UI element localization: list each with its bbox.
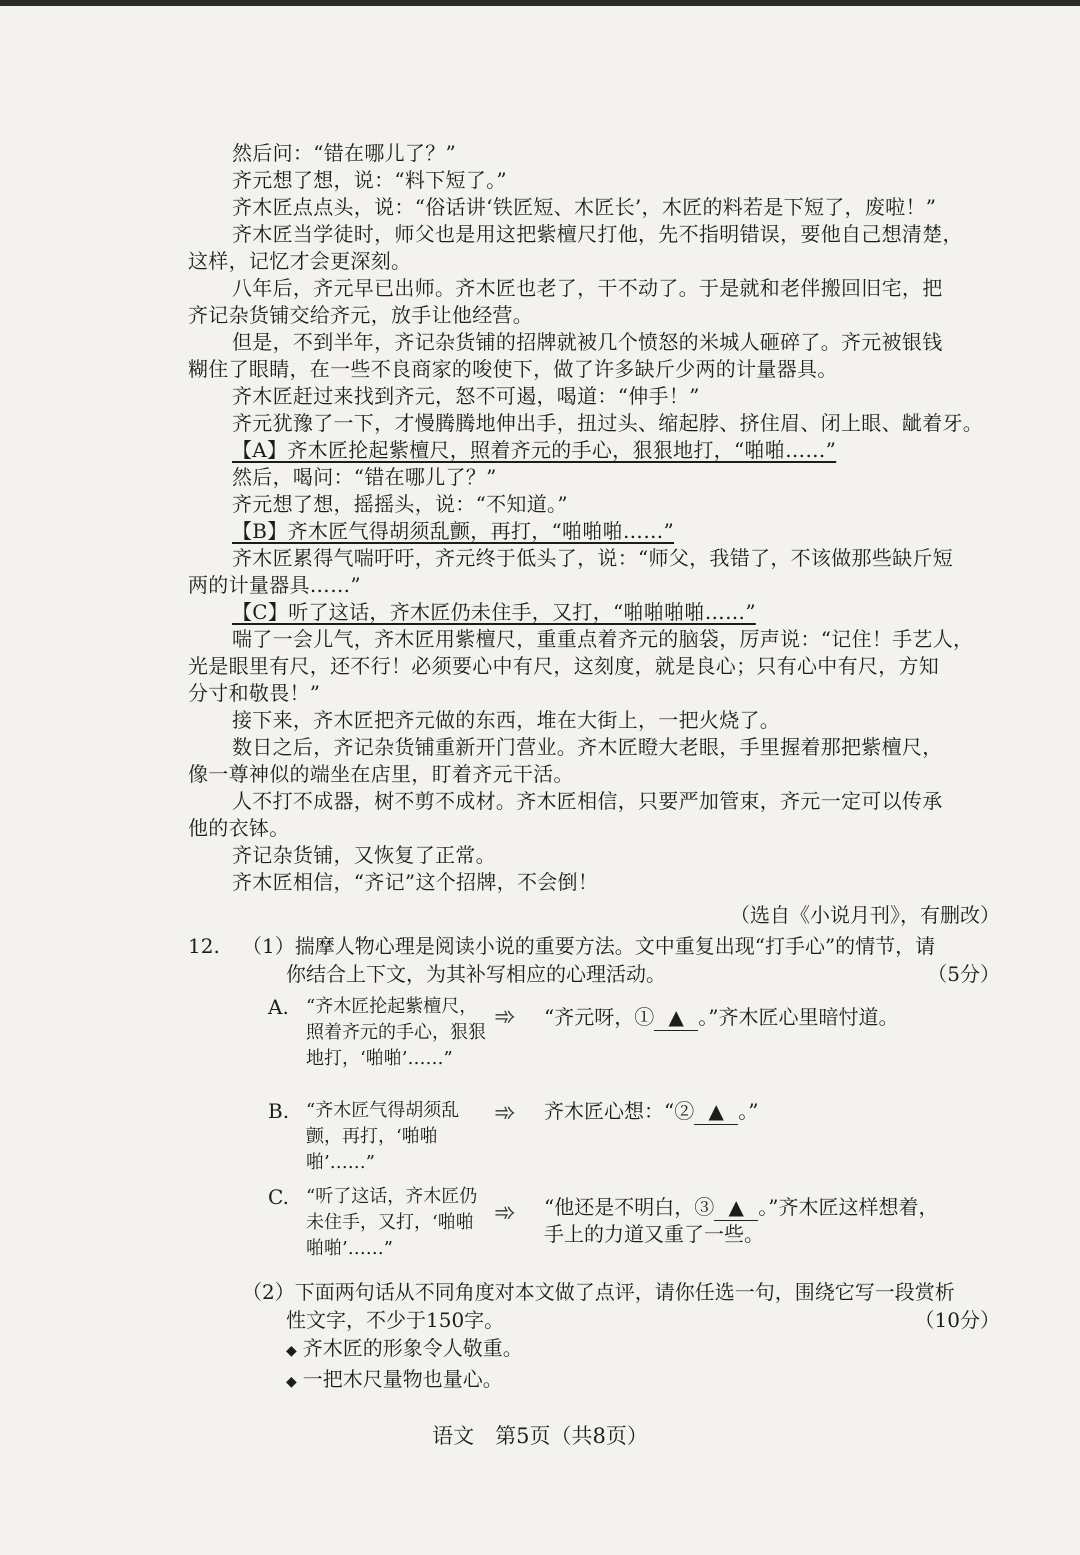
exam-page bbox=[188, 140, 1000, 1396]
option-answer-line: “他还是不明白，③ ▲ 。”齐木匠这样想着， 手上的力道又重了一些。 bbox=[544, 1195, 939, 1246]
option-quote: “齐木匠气得胡须乱颤，再打，‘啪啪啪’……” bbox=[306, 1100, 460, 1173]
question-part2-line1: （2）下面两句话从不同角度对本文做了点评，请你任选一句，围绕它写一段赏析 bbox=[242, 1280, 955, 1304]
story-line: 齐元想了想，摇摇头，说：“不知道。” bbox=[232, 492, 568, 516]
curved-arrow-icon: ➾ bbox=[494, 1002, 516, 1032]
story-line: 他的衣钵。 bbox=[188, 816, 290, 840]
story-line: 齐木匠累得气喘吁吁，齐元终于低头了，说：“师父，我错了，不该做那些缺斤短 bbox=[232, 546, 954, 570]
story-line: 然后，喝问：“错在哪儿了？” bbox=[232, 465, 497, 489]
source-citation: （选自《小说月刊》，有删改） bbox=[730, 903, 1000, 927]
story-line: 像一尊神似的端坐在店里，盯着齐元干活。 bbox=[188, 762, 574, 786]
question-part1-line1: （1）揣摩人物心理是阅读小说的重要方法。文中重复出现“打手心”的情节，请 bbox=[242, 934, 936, 958]
question-part2-line2: 性文字，不少于150字。 bbox=[286, 1308, 505, 1332]
story-line: 齐木匠点点头，说：“俗话讲‘铁匠短、木匠长’，木匠的料若是下短了，废啦！” bbox=[232, 195, 937, 219]
option-letter: C. bbox=[268, 1185, 289, 1209]
story-line: 齐木匠相信，“齐记”这个招牌，不会倒！ bbox=[232, 870, 599, 894]
option-answer-line: 齐木匠心想：“② ▲ 。” bbox=[544, 1099, 759, 1123]
question-part1-line2: 你结合上下文，为其补写相应的心理活动。 bbox=[286, 962, 666, 986]
page-footer: 语文 第5页（共8页） bbox=[432, 1424, 648, 1448]
comment-item: ◆ 齐木匠的形象令人敬重。 bbox=[286, 1336, 523, 1360]
story-line: 但是，不到半年，齐记杂货铺的招牌就被几个愤怒的米城人砸碎了。齐元被银钱 bbox=[232, 330, 943, 354]
scan-top-edge bbox=[0, 0, 1080, 6]
option-letter: A. bbox=[268, 995, 289, 1019]
story-line: 两的计量器具……” bbox=[188, 573, 361, 597]
story-line: 光是眼里有尺，还不行！必须要心中有尺，这刻度，就是良心；只有心中有尺，方知 bbox=[188, 654, 940, 678]
story-line: 数日之后，齐记杂货铺重新开门营业。齐木匠瞪大老眼，手里握着那把紫檀尺， bbox=[232, 735, 943, 759]
comment-item: ◆ 一把木尺量物也量心。 bbox=[286, 1367, 503, 1391]
story-line: 齐记杂货铺，又恢复了正常。 bbox=[232, 843, 496, 867]
story-line: 然后问：“错在哪儿了？” bbox=[232, 141, 457, 165]
option-a bbox=[188, 994, 1000, 1074]
option-answer-line: “齐元呀，① ▲ 。”齐木匠心里暗忖道。 bbox=[544, 1005, 899, 1029]
option-b bbox=[188, 1098, 1000, 1178]
question-12 bbox=[188, 932, 1000, 988]
story-line: 八年后，齐元早已出师。齐木匠也老了，干不动了。于是就和老伴搬回旧宅，把 bbox=[232, 276, 943, 300]
option-quote: “齐木匠抡起紫檀尺，照着齐元的手心，狠狠地打，‘啪啪’……” bbox=[306, 996, 486, 1069]
option-c bbox=[188, 1184, 1000, 1264]
question-number: 12. bbox=[188, 934, 220, 958]
story-line: 齐记杂货铺交给齐元，放手让他经营。 bbox=[188, 303, 534, 327]
answer-blank-1[interactable]: ▲ bbox=[654, 1004, 698, 1031]
diamond-bullet-icon: ◆ bbox=[286, 1343, 297, 1359]
marked-sentence-a: 【A】齐木匠抡起紫檀尺，照着齐元的手心，狠狠地打，“啪啪……” bbox=[232, 438, 837, 462]
marked-sentence-b: 【B】齐木匠气得胡须乱颤，再打，“啪啪啪……” bbox=[232, 519, 675, 543]
answer-blank-2[interactable]: ▲ bbox=[694, 1098, 738, 1125]
marked-sentence-c: 【C】听了这话，齐木匠仍未住手，又打，“啪啪啪啪……” bbox=[232, 600, 756, 624]
points-part1: （5分） bbox=[927, 962, 1000, 986]
story-line: 齐木匠当学徒时，师父也是用这把紫檀尺打他，先不指明错误，要他自己想清楚， bbox=[232, 222, 963, 246]
story-line: 喘了一会儿气，齐木匠用紫檀尺，重重点着齐元的脑袋，厉声说：“记住！手艺人， bbox=[232, 627, 974, 651]
option-quote: “听了这话，齐木匠仍未住手，又打，‘啪啪啪啪’……” bbox=[306, 1186, 478, 1259]
curved-arrow-icon: ➾ bbox=[494, 1098, 516, 1128]
story-line: 齐元想了想，说：“料下短了。” bbox=[232, 168, 507, 192]
diamond-bullet-icon: ◆ bbox=[286, 1374, 297, 1390]
story-line: 分寸和敬畏！” bbox=[188, 681, 321, 705]
story-line: 接下来，齐木匠把齐元做的东西，堆在大街上，一把火烧了。 bbox=[232, 708, 781, 732]
question-part2 bbox=[188, 1278, 1000, 1396]
curved-arrow-icon: ➾ bbox=[494, 1198, 516, 1228]
option-letter: B. bbox=[268, 1099, 290, 1123]
points-part2: （10分） bbox=[914, 1308, 1000, 1332]
answer-blank-3[interactable]: ▲ bbox=[714, 1194, 758, 1221]
story-line: 齐木匠赶过来找到齐元，怒不可遏，喝道：“伸手！” bbox=[232, 384, 700, 408]
story-line: 齐元犹豫了一下，才慢腾腾地伸出手，扭过头、缩起脖、挤住眉、闭上眼、龇着牙。 bbox=[232, 411, 984, 435]
story-line: 这样，记忆才会更深刻。 bbox=[188, 249, 412, 273]
story-line: 糊住了眼睛，在一些不良商家的唆使下，做了许多缺斤少两的计量器具。 bbox=[188, 357, 838, 381]
story-line: 人不打不成器，树不剪不成材。齐木匠相信，只要严加管束，齐元一定可以传承 bbox=[232, 789, 943, 813]
